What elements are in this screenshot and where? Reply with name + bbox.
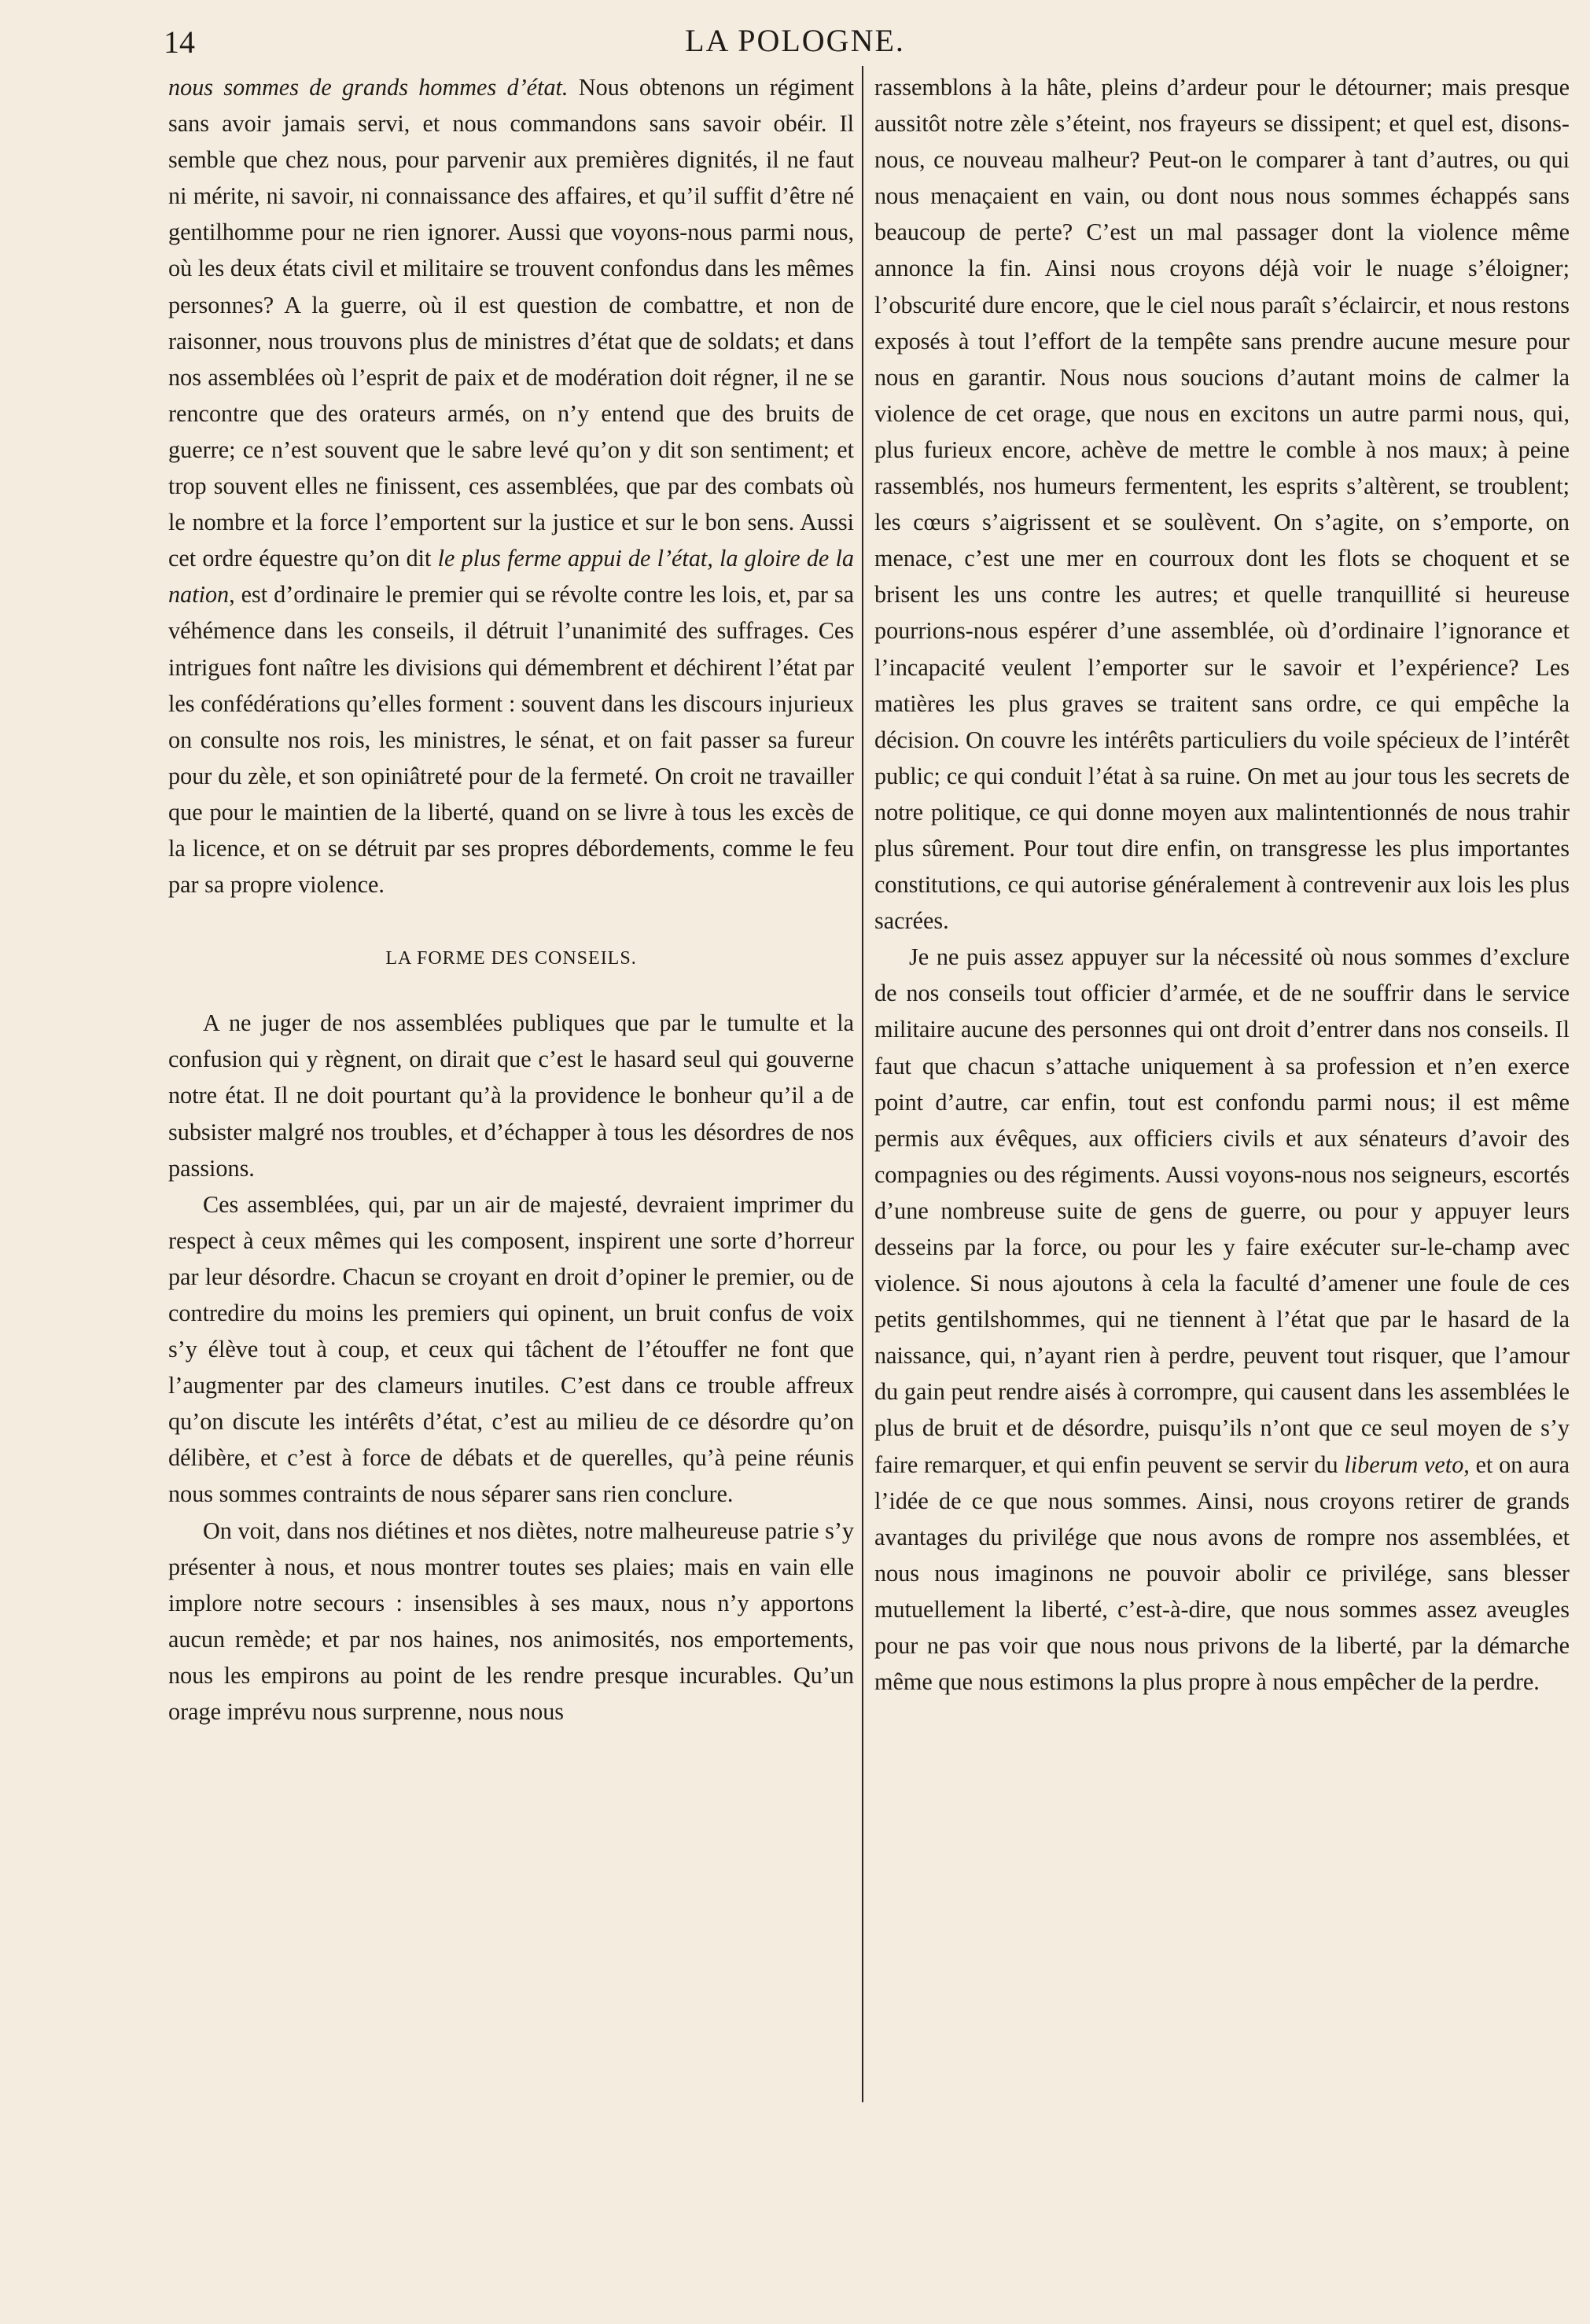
page-header — [0, 22, 1590, 61]
running-title: LA POLOGNE. — [685, 23, 905, 58]
paragraph-text: et on aura l’idée de ce que nous sommes. Ainsi, nous croyons retirer de grands avantages du privilége que nous avons de rompre nos assemblées, et nous nous imaginons ne pouvoir abolir ce privilége, sans blesser mutuellement la liberté, c’est-à-dire, que nous sommes assez aveugles pour ne pas voir que nous nous privons de la liberté, par la démarche même que nous estimons la plus propre à nous empêcher de la perdre. — [874, 1451, 1570, 1696]
italic-phrase: le plus ferme appui de l’état, la gloire de la nation — [168, 545, 854, 609]
paragraph: On voit, dans nos diétines et nos diètes, notre malheureuse patrie s’y présenter à nous, et nous montrer toutes ses plaies; mais en vain elle implore notre secours : insensibles à ses maux, nous n’y apportons aucun remède; et par nos haines, nos animosités, nos emportements, nous les empirons au point de les rendre presque incurables. Qu’un orage imprévu nous surprenne, nous nous — [168, 1517, 854, 1726]
column-divider — [862, 66, 863, 2102]
section-heading: LA FORME DES CONSEILS. — [385, 948, 637, 969]
page-number: 14 — [164, 24, 195, 60]
paragraph-text: , est d’ordinaire le premier qui se révolte contre les lois, et, par sa véhémence dans les conseils, il détruit l’unanimité des suffrages. Ces intrigues font naître les divisions qui démembrent et déchirent l’état par les confédérations qu’elles forment : souvent dans les discours injurieux on consulte nos rois, les ministres, le sénat, et on fait passer sa fureur pour du zèle, et son opiniâtreté pour de la fermeté. On croit ne travailler que pour le maintien de la liberté, quand on se livre à tous les excès de la licence, et on se détruit par ses propres débordements, comme le feu par sa propre violence. — [168, 581, 854, 899]
paragraph-text: Je ne puis assez appuyer sur la nécessité où nous sommes d’exclure de nos conseils tout officier d’armée, et de ne souffrir dans le service militaire aucune des personnes qui ont droit d’entrer dans nos conseils. Il faut que chacun s’attache uniquement à sa profession et n’en exerce point d’autre, car enfin, tout est confondu parmi nous; il est même permis aux évêques, aux officiers civils et aux sénateurs d’avoir des compagnies ou des régiments. Aussi voyons-nous nos seigneurs, escortés d’une nombreuse suite de gens de guerre, ou pour y appuyer leurs desseins par la force, ou pour les y faire exécuter sur-le-champ avec violence. Si nous ajoutons à cela la faculté d’amener une foule de ces petits gentilshommes, qui ne tiennent à l’état que par le hasard de la naissance, qui, n’ayant rien à perdre, peuvent tout risquer, que l’amour du gain peut rendre aisés à corrompre, qui causent dans les assemblées le plus de bruit et de désordre, puisqu’ils n’ont que ce seul moyen de s’y faire remarquer, et qui enfin peuvent se servir du — [874, 943, 1570, 1478]
italic-phrase: liberum veto, — [1344, 1451, 1470, 1478]
paragraph — [168, 69, 854, 903]
paragraph-text: Nous obtenons un régiment sans avoir jamais servi, et nous commandons sans savoir obéir. Il semble que chez nous, pour parvenir aux premières dignités, il ne faut ni mérite, ni savoir, ni connaissance des affaires, et qu’il suffit d’être né gentilhomme pour ne rien ignorer. Aussi que voyons-nous parmi nous, où les deux états civil et militaire se trouvent confondus dans les mêmes personnes? A la guerre, où il est question de combattre, et non de raisonner, nous trouvons plus de ministres d’état que de soldats; et dans nos assemblées où l’esprit de paix et de modération doit régner, il ne se rencontre que des orateurs armés, on n’y entend que des bruits de guerre; ce n’est souvent que le sabre levé qu’on y dit son sentiment; et trop souvent elles ne finissent, ces assemblées, que par des combats où le nombre et la force l’emportent sur la justice et sur le bon sens. Aussi cet ordre équestre qu’on dit — [168, 74, 854, 572]
paragraph — [874, 939, 1570, 1700]
paragraph: Ces assemblées, qui, par un air de majesté, devraient imprimer du respect à ceux mêmes qui les composent, inspirent une sorte d’horreur par leur désordre. Chacun se croyant en droit d’opiner le premier, ou de contredire du moins les premiers qui opinent, un bruit confus de voix s’y élève tout à coup, et ceux qui tâchent de l’étouffer ne font que l’augmenter par des clameurs inutiles. C’est dans ce trouble affreux qu’on discute les intérêts d’état, c’est au milieu de ce désordre qu’on délibère, et c’est à force de débats et de querelles, qu’à peine réunis nous sommes contraints de nous séparer sans rien conclure. — [168, 1190, 854, 1508]
paragraph: rassemblons à la hâte, pleins d’ardeur pour le détourner; mais presque aussitôt notre zèle s’éteint, nos frayeurs se dissipent; et quel est, disons-nous, ce nouveau malheur? Peut-on le comparer à tant d’autres, ou qui nous menaçaient en vain, ou dont nous nous sommes échappés sans beaucoup de perte? C’est un mal passager dont la violence même annonce la fin. Ainsi nous croyons déjà voir le nuage s’éloigner; l’obscurité dure encore, que le ciel nous paraît s’éclaircir, et nous restons exposés à tout l’effort de la tempête sans prendre aucune mesure pour nous en garantir. Nous nous soucions d’autant moins de calmer la violence de cet orage, que nous en excitons un autre parmi nous, qui, plus furieux encore, achève de mettre le comble à nos maux; à peine rassemblés, nos humeurs fermentent, les esprits s’altèrent, se troublent; les cœurs s’aigrissent et se soulèvent. On s’agite, on s’emporte, on menace, c’est une mer en courroux dont les flots se choquent et se brisent les uns contre les autres; et quelle tranquillité si heureuse pourrions-nous espérer d’une assemblée, où d’ordinaire l’ignorance et l’incapacité veulent l’emporter sur le savoir et l’expérience? Les matières les plus graves se traitent sans ordre, ce qui empêche la décision. On couvre les intérêts particuliers du voile spécieux de l’intérêt public; ce qui conduit l’état à sa ruine. On met au jour tous les secrets de notre politique, ce qui donne moyen aux malintentionnés de nous trahir plus sûrement. Pour tout dire enfin, on transgresse les plus importantes constitutions, ce qui autorise généralement à contrevenir aux lois les plus sacrées. — [874, 74, 1570, 935]
italic-phrase: nous sommes de grands hommes d’état. — [168, 74, 569, 101]
right-column — [874, 69, 1570, 1700]
paragraph: A ne juger de nos assemblées publiques que par le tumulte et la confusion qui y règnent, on dirait que c’est le hasard seul qui gouverne notre état. Il ne doit pourtant qu’à la providence le bonheur qu’il a de subsister malgré nos troubles, et d’échapper à tous les désordres de nos passions. — [168, 1009, 854, 1182]
left-column — [168, 69, 854, 1730]
